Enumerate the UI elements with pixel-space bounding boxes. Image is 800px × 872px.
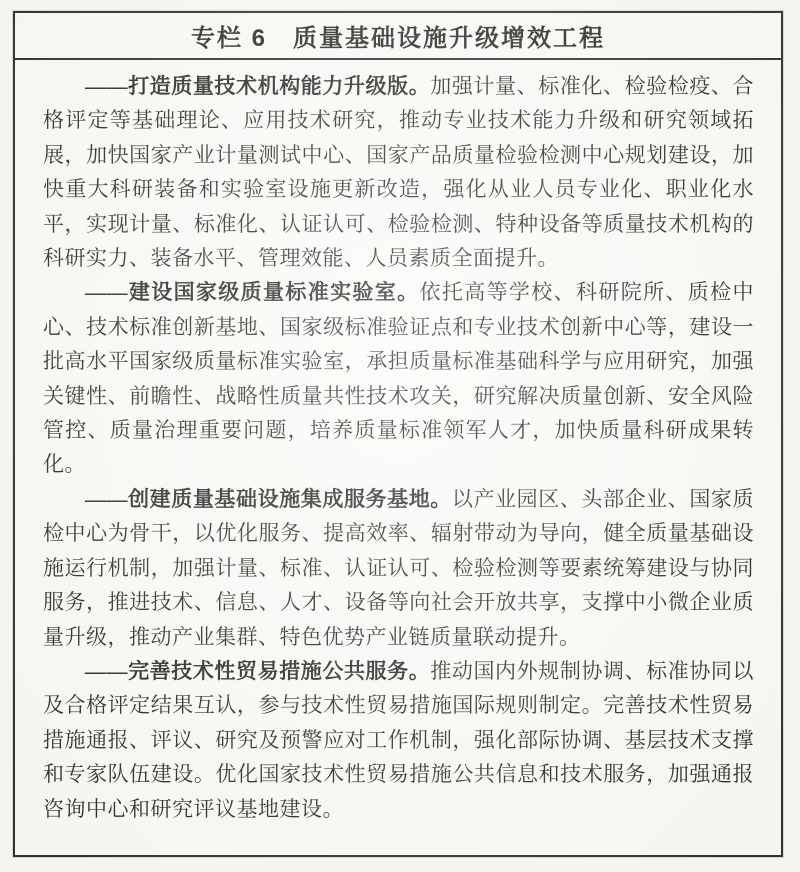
paragraph-lead: ——完善技术性贸易措施公共服务。 bbox=[85, 658, 431, 683]
panel-title: 专栏 6 质量基础设施升级增效工程 bbox=[15, 13, 781, 60]
paragraph-lead: ——打造质量技术机构能力升级版。 bbox=[85, 74, 431, 98]
paragraph-lead: ——建设国家级质量标准实验室。 bbox=[85, 280, 420, 305]
paragraph-text: 依托高等学校、科研院所、质检中心、技术标准创新基地、国家级标准验证点和专业技术创新中心等，建设一批高水平国家级质量标准实验室，承担质量标准基础科学与应用研究，加强关键性、前瞻性、战略性质量共性技术攻关，研究解决质量创新、安全风险管控、质量治理重要问题，培养质量标准领军人才，加快质量科研成果转化。 bbox=[43, 280, 754, 477]
paragraph bbox=[43, 275, 754, 481]
callout-box bbox=[13, 11, 783, 857]
paragraph-text: 推动国内外规制协调、标准协同以及合格评定结果互认，参与技术性贸易措施国际规则制定。完善技术性贸易措施通报、评议、研究及预警应对工作机制，强化部际协调、基层技术支撑和专家队伍建设。优化国家技术性贸易措施公共信息和技术服务，加强通报咨询中心和研究评议基地建设。 bbox=[43, 658, 755, 821]
paragraph-lead: ——创建质量基础设施集成服务基地。 bbox=[85, 486, 452, 511]
paragraph bbox=[43, 654, 754, 826]
paragraph bbox=[43, 482, 754, 654]
paragraph-text: 加强计量、标准化、检验检疫、合格评定等基础理论、应用技术研究，推动专业技术能力升级和研究领域拓展，加快国家产业计量测试中心、国家产品质量检验检测中心规划建设，加快重大科研装备和实验室设施更新改造，强化从业人员专业化、职业化水平，实现计量、标准化、认证认可、检验检测、特种设备等质量技术机构的科研实力、装备水平、管理效能、人员素质全面提升。 bbox=[43, 74, 755, 271]
paragraph-text: 以产业园区、头部企业、国家质检中心为骨干，以优化服务、提高效率、辐射带动为导向，健全质量基础设施运行机制，加强计量、标准、认证认可、检验检测等要素统筹建设与协同服务，推进技术、信息、人才、设备等向社会开放共享，支撑中小微企业质量升级，推动产业集群、特色优势产业链质量联动提升。 bbox=[43, 486, 755, 649]
paragraph bbox=[43, 69, 754, 275]
panel-body bbox=[15, 60, 781, 834]
